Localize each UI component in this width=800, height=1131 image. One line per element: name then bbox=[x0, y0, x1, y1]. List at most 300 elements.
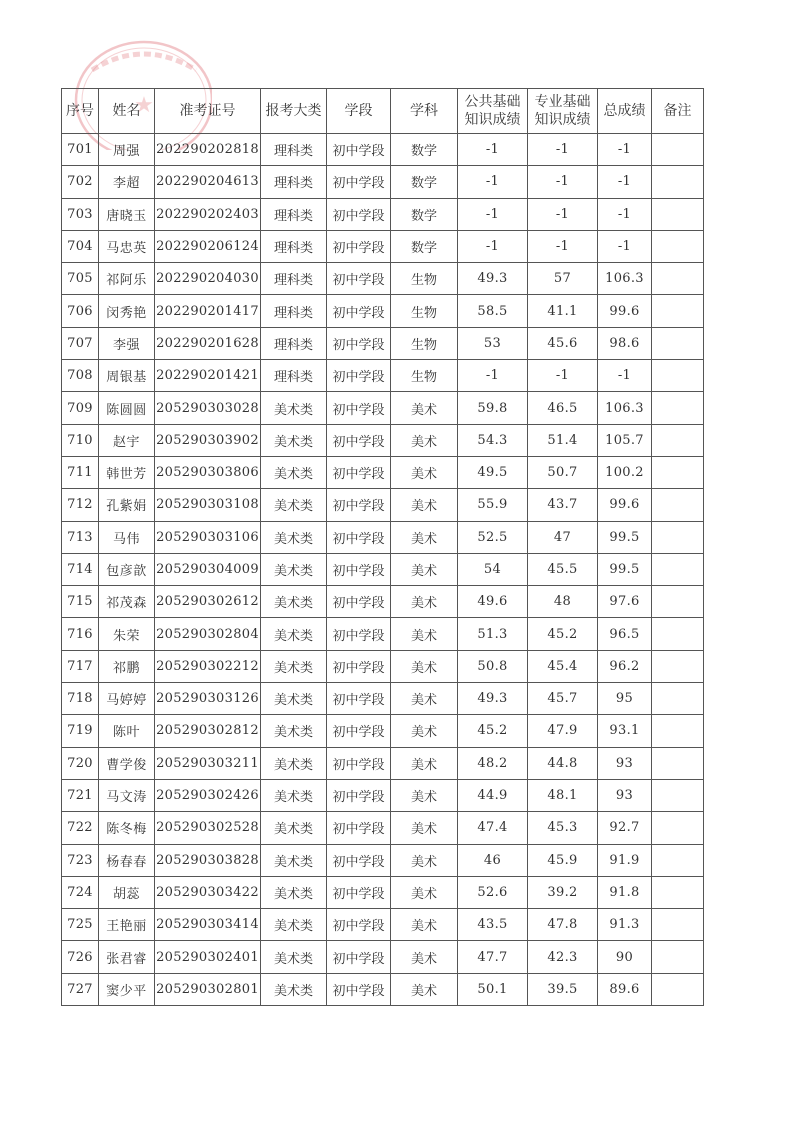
cell-total: 91.3 bbox=[598, 909, 652, 941]
cell-exam-id: 205290303108 bbox=[155, 489, 261, 521]
cell-category: 理科类 bbox=[261, 198, 327, 230]
cell-exam-id: 205290302612 bbox=[155, 586, 261, 618]
cell-public-score: 51.3 bbox=[458, 618, 528, 650]
cell-remark bbox=[652, 327, 704, 359]
cell-stage: 初中学段 bbox=[327, 166, 391, 198]
cell-stage: 初中学段 bbox=[327, 360, 391, 392]
cell-category: 美术类 bbox=[261, 844, 327, 876]
cell-name: 李强 bbox=[99, 327, 155, 359]
cell-subject: 生物 bbox=[391, 360, 458, 392]
header-seq: 序号 bbox=[62, 89, 99, 134]
cell-category: 美术类 bbox=[261, 456, 327, 488]
cell-stage: 初中学段 bbox=[327, 521, 391, 553]
cell-subject: 美术 bbox=[391, 909, 458, 941]
cell-professional-score: 39.5 bbox=[528, 973, 598, 1005]
cell-name: 陈圆圆 bbox=[99, 392, 155, 424]
cell-total: 93.1 bbox=[598, 715, 652, 747]
cell-public-score: 49.3 bbox=[458, 683, 528, 715]
cell-stage: 初中学段 bbox=[327, 198, 391, 230]
cell-total: 106.3 bbox=[598, 392, 652, 424]
cell-total: -1 bbox=[598, 166, 652, 198]
cell-remark bbox=[652, 263, 704, 295]
cell-total: 95 bbox=[598, 683, 652, 715]
cell-category: 美术类 bbox=[261, 747, 327, 779]
cell-remark bbox=[652, 424, 704, 456]
cell-subject: 美术 bbox=[391, 553, 458, 585]
table-row bbox=[62, 295, 704, 327]
cell-seq: 704 bbox=[62, 230, 99, 262]
cell-name: 祁茂森 bbox=[99, 586, 155, 618]
cell-category: 理科类 bbox=[261, 295, 327, 327]
cell-total: -1 bbox=[598, 198, 652, 230]
cell-subject: 美术 bbox=[391, 456, 458, 488]
table-row bbox=[62, 489, 704, 521]
cell-exam-id: 202290202403 bbox=[155, 198, 261, 230]
cell-public-score: -1 bbox=[458, 198, 528, 230]
cell-exam-id: 205290303414 bbox=[155, 909, 261, 941]
cell-category: 美术类 bbox=[261, 779, 327, 811]
cell-public-score: 55.9 bbox=[458, 489, 528, 521]
cell-exam-id: 205290303028 bbox=[155, 392, 261, 424]
cell-public-score: 50.1 bbox=[458, 973, 528, 1005]
cell-category: 美术类 bbox=[261, 941, 327, 973]
table-row bbox=[62, 683, 704, 715]
cell-stage: 初中学段 bbox=[327, 715, 391, 747]
cell-stage: 初中学段 bbox=[327, 134, 391, 166]
cell-name: 马文涛 bbox=[99, 779, 155, 811]
cell-name: 周强 bbox=[99, 134, 155, 166]
table-body bbox=[62, 134, 704, 1006]
cell-category: 美术类 bbox=[261, 650, 327, 682]
cell-seq: 707 bbox=[62, 327, 99, 359]
cell-remark bbox=[652, 392, 704, 424]
header-remarks: 备注 bbox=[652, 89, 704, 134]
cell-name: 曹学俊 bbox=[99, 747, 155, 779]
cell-total: 90 bbox=[598, 941, 652, 973]
cell-category: 理科类 bbox=[261, 166, 327, 198]
cell-seq: 716 bbox=[62, 618, 99, 650]
table-row bbox=[62, 779, 704, 811]
cell-subject: 数学 bbox=[391, 230, 458, 262]
cell-exam-id: 205290303902 bbox=[155, 424, 261, 456]
cell-category: 美术类 bbox=[261, 812, 327, 844]
cell-subject: 美术 bbox=[391, 779, 458, 811]
cell-professional-score: 45.5 bbox=[528, 553, 598, 585]
cell-public-score: 53 bbox=[458, 327, 528, 359]
cell-public-score: 58.5 bbox=[458, 295, 528, 327]
cell-exam-id: 202290201417 bbox=[155, 295, 261, 327]
cell-category: 美术类 bbox=[261, 553, 327, 585]
cell-category: 美术类 bbox=[261, 909, 327, 941]
cell-public-score: 50.8 bbox=[458, 650, 528, 682]
header-public-score bbox=[458, 89, 528, 134]
cell-public-score: 49.3 bbox=[458, 263, 528, 295]
cell-total: 91.8 bbox=[598, 876, 652, 908]
cell-category: 美术类 bbox=[261, 618, 327, 650]
cell-total: 99.5 bbox=[598, 521, 652, 553]
cell-seq: 724 bbox=[62, 876, 99, 908]
cell-subject: 美术 bbox=[391, 392, 458, 424]
cell-subject: 美术 bbox=[391, 586, 458, 618]
cell-seq: 703 bbox=[62, 198, 99, 230]
cell-seq: 715 bbox=[62, 586, 99, 618]
header-professional-score-line1: 专业基础 bbox=[534, 94, 591, 110]
cell-remark bbox=[652, 134, 704, 166]
cell-subject: 美术 bbox=[391, 747, 458, 779]
cell-total: 98.6 bbox=[598, 327, 652, 359]
cell-public-score: 49.6 bbox=[458, 586, 528, 618]
cell-category: 理科类 bbox=[261, 327, 327, 359]
cell-exam-id: 202290201628 bbox=[155, 327, 261, 359]
cell-total: -1 bbox=[598, 360, 652, 392]
cell-exam-id: 202290204613 bbox=[155, 166, 261, 198]
cell-exam-id: 205290302426 bbox=[155, 779, 261, 811]
cell-professional-score: 47 bbox=[528, 521, 598, 553]
cell-exam-id: 205290303126 bbox=[155, 683, 261, 715]
table-row bbox=[62, 134, 704, 166]
cell-remark bbox=[652, 521, 704, 553]
cell-subject: 美术 bbox=[391, 973, 458, 1005]
cell-exam-id: 205290302801 bbox=[155, 973, 261, 1005]
cell-subject: 美术 bbox=[391, 521, 458, 553]
cell-professional-score: 45.7 bbox=[528, 683, 598, 715]
cell-professional-score: 39.2 bbox=[528, 876, 598, 908]
cell-stage: 初中学段 bbox=[327, 844, 391, 876]
cell-professional-score: 51.4 bbox=[528, 424, 598, 456]
cell-professional-score: 45.3 bbox=[528, 812, 598, 844]
cell-stage: 初中学段 bbox=[327, 812, 391, 844]
cell-subject: 美术 bbox=[391, 424, 458, 456]
cell-name: 窦少平 bbox=[99, 973, 155, 1005]
table-row bbox=[62, 553, 704, 585]
cell-stage: 初中学段 bbox=[327, 747, 391, 779]
cell-professional-score: 45.6 bbox=[528, 327, 598, 359]
cell-exam-id: 205290303806 bbox=[155, 456, 261, 488]
cell-subject: 美术 bbox=[391, 618, 458, 650]
cell-seq: 706 bbox=[62, 295, 99, 327]
cell-remark bbox=[652, 295, 704, 327]
cell-remark bbox=[652, 779, 704, 811]
header-public-score-line1: 公共基础 bbox=[464, 94, 521, 110]
cell-stage: 初中学段 bbox=[327, 683, 391, 715]
cell-exam-id: 205290303828 bbox=[155, 844, 261, 876]
cell-exam-id: 202290202818 bbox=[155, 134, 261, 166]
cell-seq: 719 bbox=[62, 715, 99, 747]
cell-total: 97.6 bbox=[598, 586, 652, 618]
cell-category: 美术类 bbox=[261, 683, 327, 715]
cell-remark bbox=[652, 747, 704, 779]
cell-category: 理科类 bbox=[261, 360, 327, 392]
cell-subject: 美术 bbox=[391, 683, 458, 715]
cell-remark bbox=[652, 844, 704, 876]
cell-stage: 初中学段 bbox=[327, 456, 391, 488]
cell-total: 99.5 bbox=[598, 553, 652, 585]
cell-remark bbox=[652, 230, 704, 262]
table-row bbox=[62, 456, 704, 488]
table-row bbox=[62, 747, 704, 779]
table-row bbox=[62, 521, 704, 553]
cell-remark bbox=[652, 683, 704, 715]
header-professional-score bbox=[528, 89, 598, 134]
cell-stage: 初中学段 bbox=[327, 618, 391, 650]
cell-professional-score: 48 bbox=[528, 586, 598, 618]
cell-professional-score: 41.1 bbox=[528, 295, 598, 327]
cell-subject: 美术 bbox=[391, 844, 458, 876]
cell-remark bbox=[652, 876, 704, 908]
cell-name: 马忠英 bbox=[99, 230, 155, 262]
cell-exam-id: 205290302812 bbox=[155, 715, 261, 747]
cell-category: 理科类 bbox=[261, 230, 327, 262]
cell-name: 陈冬梅 bbox=[99, 812, 155, 844]
cell-name: 闵秀艳 bbox=[99, 295, 155, 327]
cell-seq: 722 bbox=[62, 812, 99, 844]
cell-remark bbox=[652, 586, 704, 618]
cell-professional-score: 47.9 bbox=[528, 715, 598, 747]
table-row bbox=[62, 392, 704, 424]
cell-seq: 714 bbox=[62, 553, 99, 585]
cell-public-score: -1 bbox=[458, 230, 528, 262]
cell-category: 理科类 bbox=[261, 263, 327, 295]
cell-total: -1 bbox=[598, 230, 652, 262]
cell-subject: 美术 bbox=[391, 715, 458, 747]
table-row bbox=[62, 876, 704, 908]
cell-subject: 数学 bbox=[391, 134, 458, 166]
cell-name: 包彦歆 bbox=[99, 553, 155, 585]
cell-stage: 初中学段 bbox=[327, 586, 391, 618]
cell-exam-id: 205290303422 bbox=[155, 876, 261, 908]
cell-stage: 初中学段 bbox=[327, 876, 391, 908]
cell-seq: 708 bbox=[62, 360, 99, 392]
cell-stage: 初中学段 bbox=[327, 909, 391, 941]
cell-remark bbox=[652, 715, 704, 747]
cell-name: 张君睿 bbox=[99, 941, 155, 973]
cell-name: 韩世芳 bbox=[99, 456, 155, 488]
cell-name: 陈叶 bbox=[99, 715, 155, 747]
cell-public-score: 52.6 bbox=[458, 876, 528, 908]
cell-total: 106.3 bbox=[598, 263, 652, 295]
cell-seq: 702 bbox=[62, 166, 99, 198]
svg-text:★: ★ bbox=[134, 93, 154, 118]
cell-stage: 初中学段 bbox=[327, 263, 391, 295]
cell-remark bbox=[652, 166, 704, 198]
cell-subject: 生物 bbox=[391, 295, 458, 327]
cell-subject: 数学 bbox=[391, 198, 458, 230]
header-professional-score-line2: 知识成绩 bbox=[534, 112, 591, 128]
cell-remark bbox=[652, 650, 704, 682]
cell-subject: 数学 bbox=[391, 166, 458, 198]
cell-seq: 710 bbox=[62, 424, 99, 456]
cell-professional-score: 45.2 bbox=[528, 618, 598, 650]
cell-category: 美术类 bbox=[261, 521, 327, 553]
cell-seq: 711 bbox=[62, 456, 99, 488]
header-total: 总成绩 bbox=[598, 89, 652, 134]
table-row bbox=[62, 230, 704, 262]
cell-total: 105.7 bbox=[598, 424, 652, 456]
cell-category: 美术类 bbox=[261, 876, 327, 908]
cell-public-score: 47.4 bbox=[458, 812, 528, 844]
cell-remark bbox=[652, 812, 704, 844]
cell-exam-id: 202290206124 bbox=[155, 230, 261, 262]
cell-total: 99.6 bbox=[598, 295, 652, 327]
cell-stage: 初中学段 bbox=[327, 779, 391, 811]
header-public-score-line2: 知识成绩 bbox=[464, 112, 521, 128]
cell-seq: 712 bbox=[62, 489, 99, 521]
table-row bbox=[62, 973, 704, 1005]
cell-category: 美术类 bbox=[261, 586, 327, 618]
cell-public-score: 54 bbox=[458, 553, 528, 585]
cell-remark bbox=[652, 941, 704, 973]
header-name: 姓名 bbox=[99, 89, 155, 134]
cell-seq: 727 bbox=[62, 973, 99, 1005]
cell-seq: 709 bbox=[62, 392, 99, 424]
cell-name: 孔紫娟 bbox=[99, 489, 155, 521]
cell-professional-score: -1 bbox=[528, 198, 598, 230]
cell-exam-id: 205290303211 bbox=[155, 747, 261, 779]
cell-total: 96.2 bbox=[598, 650, 652, 682]
cell-total: 89.6 bbox=[598, 973, 652, 1005]
score-table bbox=[61, 88, 704, 1006]
cell-seq: 721 bbox=[62, 779, 99, 811]
cell-remark bbox=[652, 489, 704, 521]
cell-seq: 720 bbox=[62, 747, 99, 779]
table-row bbox=[62, 650, 704, 682]
cell-seq: 701 bbox=[62, 134, 99, 166]
cell-public-score: 52.5 bbox=[458, 521, 528, 553]
cell-public-score: 49.5 bbox=[458, 456, 528, 488]
cell-name: 朱荣 bbox=[99, 618, 155, 650]
cell-professional-score: 48.1 bbox=[528, 779, 598, 811]
cell-subject: 美术 bbox=[391, 650, 458, 682]
cell-exam-id: 205290304009 bbox=[155, 553, 261, 585]
cell-exam-id: 205290302401 bbox=[155, 941, 261, 973]
cell-seq: 713 bbox=[62, 521, 99, 553]
cell-name: 周银基 bbox=[99, 360, 155, 392]
cell-public-score: 45.2 bbox=[458, 715, 528, 747]
cell-public-score: 44.9 bbox=[458, 779, 528, 811]
table-row bbox=[62, 424, 704, 456]
cell-professional-score: -1 bbox=[528, 166, 598, 198]
cell-category: 美术类 bbox=[261, 715, 327, 747]
cell-subject: 生物 bbox=[391, 327, 458, 359]
cell-seq: 723 bbox=[62, 844, 99, 876]
cell-name: 祁鹏 bbox=[99, 650, 155, 682]
table-row bbox=[62, 618, 704, 650]
cell-name: 李超 bbox=[99, 166, 155, 198]
cell-public-score: 54.3 bbox=[458, 424, 528, 456]
cell-remark bbox=[652, 618, 704, 650]
cell-seq: 705 bbox=[62, 263, 99, 295]
cell-name: 马婷婷 bbox=[99, 683, 155, 715]
table-row bbox=[62, 715, 704, 747]
cell-name: 王艳丽 bbox=[99, 909, 155, 941]
table-row bbox=[62, 263, 704, 295]
cell-name: 杨春春 bbox=[99, 844, 155, 876]
cell-exam-id: 205290302804 bbox=[155, 618, 261, 650]
cell-professional-score: 44.8 bbox=[528, 747, 598, 779]
cell-name: 唐晓玉 bbox=[99, 198, 155, 230]
cell-subject: 生物 bbox=[391, 263, 458, 295]
cell-professional-score: 47.8 bbox=[528, 909, 598, 941]
cell-public-score: 48.2 bbox=[458, 747, 528, 779]
header-category: 报考大类 bbox=[261, 89, 327, 134]
table-row bbox=[62, 812, 704, 844]
cell-subject: 美术 bbox=[391, 876, 458, 908]
cell-total: 100.2 bbox=[598, 456, 652, 488]
table-row bbox=[62, 844, 704, 876]
cell-name: 赵宇 bbox=[99, 424, 155, 456]
cell-stage: 初中学段 bbox=[327, 489, 391, 521]
cell-professional-score: -1 bbox=[528, 134, 598, 166]
cell-seq: 718 bbox=[62, 683, 99, 715]
cell-professional-score: 46.5 bbox=[528, 392, 598, 424]
cell-remark bbox=[652, 553, 704, 585]
cell-subject: 美术 bbox=[391, 489, 458, 521]
table-row bbox=[62, 198, 704, 230]
cell-professional-score: -1 bbox=[528, 230, 598, 262]
cell-stage: 初中学段 bbox=[327, 650, 391, 682]
cell-stage: 初中学段 bbox=[327, 553, 391, 585]
cell-seq: 717 bbox=[62, 650, 99, 682]
cell-public-score: 59.8 bbox=[458, 392, 528, 424]
cell-exam-id: 202290201421 bbox=[155, 360, 261, 392]
cell-category: 理科类 bbox=[261, 134, 327, 166]
cell-category: 美术类 bbox=[261, 392, 327, 424]
cell-category: 美术类 bbox=[261, 489, 327, 521]
cell-total: -1 bbox=[598, 134, 652, 166]
cell-professional-score: 57 bbox=[528, 263, 598, 295]
cell-category: 美术类 bbox=[261, 424, 327, 456]
cell-stage: 初中学段 bbox=[327, 941, 391, 973]
cell-professional-score: 43.7 bbox=[528, 489, 598, 521]
cell-exam-id: 205290302528 bbox=[155, 812, 261, 844]
cell-seq: 725 bbox=[62, 909, 99, 941]
cell-professional-score: 45.4 bbox=[528, 650, 598, 682]
cell-total: 96.5 bbox=[598, 618, 652, 650]
cell-total: 91.9 bbox=[598, 844, 652, 876]
cell-professional-score: 42.3 bbox=[528, 941, 598, 973]
cell-exam-id: 205290302212 bbox=[155, 650, 261, 682]
cell-name: 胡蕊 bbox=[99, 876, 155, 908]
cell-public-score: -1 bbox=[458, 360, 528, 392]
table-row bbox=[62, 166, 704, 198]
cell-public-score: -1 bbox=[458, 166, 528, 198]
cell-name: 祁阿乐 bbox=[99, 263, 155, 295]
cell-total: 93 bbox=[598, 779, 652, 811]
cell-remark bbox=[652, 360, 704, 392]
cell-stage: 初中学段 bbox=[327, 230, 391, 262]
cell-total: 93 bbox=[598, 747, 652, 779]
cell-remark bbox=[652, 909, 704, 941]
cell-total: 99.6 bbox=[598, 489, 652, 521]
cell-public-score: -1 bbox=[458, 134, 528, 166]
cell-public-score: 47.7 bbox=[458, 941, 528, 973]
table-row bbox=[62, 327, 704, 359]
cell-professional-score: 45.9 bbox=[528, 844, 598, 876]
cell-total: 92.7 bbox=[598, 812, 652, 844]
header-stage: 学段 bbox=[327, 89, 391, 134]
cell-stage: 初中学段 bbox=[327, 424, 391, 456]
cell-remark bbox=[652, 198, 704, 230]
cell-stage: 初中学段 bbox=[327, 295, 391, 327]
cell-professional-score: -1 bbox=[528, 360, 598, 392]
cell-professional-score: 50.7 bbox=[528, 456, 598, 488]
cell-subject: 美术 bbox=[391, 941, 458, 973]
cell-name: 马伟 bbox=[99, 521, 155, 553]
cell-remark bbox=[652, 456, 704, 488]
cell-subject: 美术 bbox=[391, 812, 458, 844]
cell-seq: 726 bbox=[62, 941, 99, 973]
cell-public-score: 46 bbox=[458, 844, 528, 876]
